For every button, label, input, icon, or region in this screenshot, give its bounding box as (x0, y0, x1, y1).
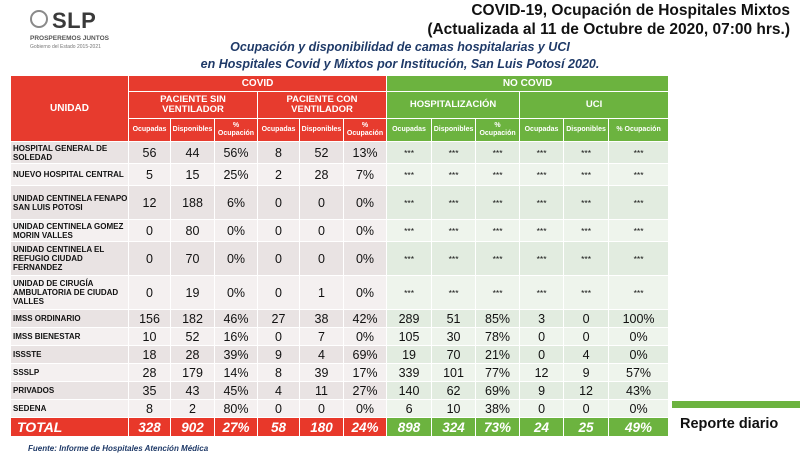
table-row (11, 220, 669, 242)
unit-name: UNIDAD CENTINELA EL REFUGIO CIUDAD FERNANDEZ (11, 242, 129, 276)
table-row (11, 382, 669, 400)
table-cell: 0% (344, 400, 387, 418)
table-cell: 39 (300, 364, 344, 382)
table-cell: 19 (171, 276, 215, 310)
table-cell: *** (520, 142, 564, 164)
table-cell: 10 (129, 328, 171, 346)
table-cell: 140 (387, 382, 432, 400)
table-cell: 56% (215, 142, 258, 164)
table-cell: 0% (215, 276, 258, 310)
table-cell: *** (520, 164, 564, 186)
table-cell: 42% (344, 310, 387, 328)
table-cell: 27 (258, 310, 300, 328)
table-cell: 19 (387, 346, 432, 364)
table-cell: 80% (215, 400, 258, 418)
total-cell: 180 (300, 418, 344, 437)
slp-logo (12, 8, 122, 54)
table-row (11, 346, 669, 364)
table-cell: *** (564, 276, 609, 310)
table-cell: 156 (129, 310, 171, 328)
table-cell: 27% (344, 382, 387, 400)
header-sin-ventilador: PACIENTE SIN VENTILADOR (129, 92, 258, 119)
reporte-diario-label: Reporte diario (680, 416, 779, 432)
col-pct-ocupacion: % Ocupación (215, 119, 258, 142)
table-cell: 0 (564, 400, 609, 418)
table-cell: *** (609, 186, 669, 220)
source-note: Fuente: Informe de Hospitales Atención Médica (28, 444, 209, 453)
table-cell: 6 (387, 400, 432, 418)
header-hospitalizacion: HOSPITALIZACIÓN (387, 92, 520, 119)
unit-name: IMSS ORDINARIO (11, 310, 129, 328)
table-cell: 0 (520, 400, 564, 418)
table-cell: 13% (344, 142, 387, 164)
col-disponibles: Disponibles (300, 119, 344, 142)
unit-name: HOSPITAL GENERAL DE SOLEDAD (11, 142, 129, 164)
table-cell: 4 (300, 346, 344, 364)
table-cell: 0 (300, 400, 344, 418)
table-cell: *** (387, 186, 432, 220)
table-row (11, 400, 669, 418)
table-cell: *** (564, 186, 609, 220)
table-cell: 0 (258, 186, 300, 220)
total-cell: 898 (387, 418, 432, 437)
table-cell: 62 (432, 382, 476, 400)
table-cell: 16% (215, 328, 258, 346)
table-cell: *** (476, 164, 520, 186)
table-cell: 8 (258, 364, 300, 382)
table-cell: *** (387, 164, 432, 186)
subtitle-line-1: Ocupación y disponibilidad de camas hospitalarias y UCI (230, 40, 570, 54)
table-cell: 57% (609, 364, 669, 382)
table-cell: 0% (215, 220, 258, 242)
unit-name: UNIDAD CENTINELA FENAPO SAN LUIS POTOSI (11, 186, 129, 220)
header-uci: UCI (520, 92, 669, 119)
table-cell: 289 (387, 310, 432, 328)
table-cell: 5 (129, 164, 171, 186)
table-cell: 14% (215, 364, 258, 382)
table-cell: 0% (609, 346, 669, 364)
table-cell: 46% (215, 310, 258, 328)
header-con-ventilador: PACIENTE CON VENTILADOR (258, 92, 387, 119)
total-cell: 328 (129, 418, 171, 437)
table-cell: 0% (609, 400, 669, 418)
total-cell: 58 (258, 418, 300, 437)
table-cell: *** (609, 242, 669, 276)
table-cell: 182 (171, 310, 215, 328)
col-disponibles: Disponibles (171, 119, 215, 142)
table-cell: *** (609, 142, 669, 164)
table-cell: *** (520, 220, 564, 242)
table-cell: 85% (476, 310, 520, 328)
table-cell: 56 (129, 142, 171, 164)
table-cell: 179 (171, 364, 215, 382)
table-cell: 69% (476, 382, 520, 400)
total-cell: 24% (344, 418, 387, 437)
table-cell: *** (432, 220, 476, 242)
table-cell: 0 (300, 242, 344, 276)
table-cell: 28 (129, 364, 171, 382)
header-unidad: UNIDAD (11, 76, 129, 142)
table-cell: 1 (300, 276, 344, 310)
col-disponibles: Disponibles (432, 119, 476, 142)
page-title-date: (Actualizada al 11 de Octubre de 2020, 07:00 hrs.) (427, 21, 790, 38)
table-cell: 0% (344, 186, 387, 220)
col-ocupadas: Ocupadas (258, 119, 300, 142)
table-cell: 0 (129, 242, 171, 276)
unit-name: UNIDAD CENTINELA GOMEZ MORIN VALLES (11, 220, 129, 242)
table-row (11, 142, 669, 164)
col-ocupadas: Ocupadas (520, 119, 564, 142)
col-pct-ocupacion: % Ocupación (609, 119, 669, 142)
table-cell: *** (564, 164, 609, 186)
table-cell: 100% (609, 310, 669, 328)
table-cell: 0 (520, 328, 564, 346)
table-cell: 17% (344, 364, 387, 382)
table-cell: 8 (129, 400, 171, 418)
table-cell: 9 (258, 346, 300, 364)
table-cell: 7% (344, 164, 387, 186)
table-cell: 0 (300, 186, 344, 220)
total-label: TOTAL (11, 418, 129, 437)
logo-slogan: PROSPEREMOS JUNTOS (30, 35, 109, 42)
table-cell: *** (432, 276, 476, 310)
col-ocupadas: Ocupadas (129, 119, 171, 142)
total-cell: 902 (171, 418, 215, 437)
table-cell: 12 (520, 364, 564, 382)
logo-emblem-icon (30, 10, 48, 28)
table-cell: *** (476, 242, 520, 276)
table-cell: 105 (387, 328, 432, 346)
table-cell: 21% (476, 346, 520, 364)
table-cell: 7 (300, 328, 344, 346)
table-row (11, 328, 669, 346)
table-row (11, 164, 669, 186)
table-cell: 45% (215, 382, 258, 400)
table-cell: 80 (171, 220, 215, 242)
table-cell: 0% (609, 328, 669, 346)
table-cell: 38 (300, 310, 344, 328)
table-cell: *** (476, 142, 520, 164)
table-cell: *** (387, 276, 432, 310)
table-cell: 10 (432, 400, 476, 418)
table-cell: 0 (129, 276, 171, 310)
unit-name: NUEVO HOSPITAL CENTRAL (11, 164, 129, 186)
table-cell: 28 (300, 164, 344, 186)
table-cell: 0% (344, 328, 387, 346)
table-cell: 4 (564, 346, 609, 364)
table-cell: *** (387, 220, 432, 242)
table-cell: 0 (564, 328, 609, 346)
table-cell: 6% (215, 186, 258, 220)
table-row (11, 186, 669, 220)
table-cell: 12 (129, 186, 171, 220)
table-cell: *** (520, 276, 564, 310)
table-cell: 2 (171, 400, 215, 418)
table-cell: *** (476, 276, 520, 310)
accent-bar (672, 401, 800, 408)
table-cell: 70 (171, 242, 215, 276)
table-cell: *** (609, 220, 669, 242)
table-cell: 4 (258, 382, 300, 400)
table-cell: *** (564, 142, 609, 164)
total-row (11, 418, 669, 437)
subtitle-line-2: en Hospitales Covid y Mixtos por Institución, San Luis Potosí 2020. (200, 57, 600, 71)
table-cell: *** (476, 220, 520, 242)
table-cell: 51 (432, 310, 476, 328)
unit-name: UNIDAD DE CIRUGÍA AMBULATORIA DE CIUDAD VALLES (11, 276, 129, 310)
table-cell: 0 (129, 220, 171, 242)
table-cell: *** (387, 242, 432, 276)
table-cell: *** (387, 142, 432, 164)
table-cell: *** (432, 186, 476, 220)
table-cell: 188 (171, 186, 215, 220)
unit-name: SEDENA (11, 400, 129, 418)
table-cell: 339 (387, 364, 432, 382)
table-cell: 2 (258, 164, 300, 186)
table-cell: 0% (215, 242, 258, 276)
table-cell: *** (432, 142, 476, 164)
table-cell: 0 (564, 310, 609, 328)
table-cell: 0 (258, 328, 300, 346)
table-cell: 18 (129, 346, 171, 364)
table-cell: 78% (476, 328, 520, 346)
header-no-covid: NO COVID (387, 76, 669, 92)
table-cell: 0% (344, 242, 387, 276)
table-cell: *** (520, 242, 564, 276)
total-cell: 27% (215, 418, 258, 437)
table-cell: 0 (258, 400, 300, 418)
table-cell: 3 (520, 310, 564, 328)
table-cell: 0 (520, 346, 564, 364)
table-cell: 101 (432, 364, 476, 382)
table-cell: 0% (344, 276, 387, 310)
table-cell: *** (432, 242, 476, 276)
table-cell: 0 (300, 220, 344, 242)
header-covid: COVID (129, 76, 387, 92)
table-cell: *** (609, 164, 669, 186)
table-row (11, 364, 669, 382)
table-cell: 9 (520, 382, 564, 400)
logo-subtext: Gobierno del Estado 2015-2021 (30, 44, 101, 50)
col-pct-ocupacion: % Ocupación (344, 119, 387, 142)
unit-name: ISSSTE (11, 346, 129, 364)
total-cell: 24 (520, 418, 564, 437)
table-cell: 43 (171, 382, 215, 400)
table-cell: 70 (432, 346, 476, 364)
col-disponibles: Disponibles (564, 119, 609, 142)
table-cell: 52 (171, 328, 215, 346)
table-cell: *** (564, 242, 609, 276)
table-row (11, 276, 669, 310)
table-cell: 9 (564, 364, 609, 382)
table-cell: 38% (476, 400, 520, 418)
table-cell: 15 (171, 164, 215, 186)
total-cell: 25 (564, 418, 609, 437)
table-cell: 39% (215, 346, 258, 364)
table-cell: 69% (344, 346, 387, 364)
table-cell: 43% (609, 382, 669, 400)
table-cell: 0 (258, 276, 300, 310)
unit-name: IMSS BIENESTAR (11, 328, 129, 346)
total-cell: 73% (476, 418, 520, 437)
table-cell: *** (564, 220, 609, 242)
table-cell: *** (520, 186, 564, 220)
table-row (11, 242, 669, 276)
table-cell: 0 (258, 220, 300, 242)
logo-name: SLP (52, 8, 97, 33)
table-cell: *** (476, 186, 520, 220)
table-cell: 77% (476, 364, 520, 382)
table-cell: 35 (129, 382, 171, 400)
table-row (11, 310, 669, 328)
table-cell: *** (609, 276, 669, 310)
page-title: COVID-19, Ocupación de Hospitales Mixtos (471, 2, 790, 19)
unit-name: PRIVADOS (11, 382, 129, 400)
table-cell: 8 (258, 142, 300, 164)
table-cell: 52 (300, 142, 344, 164)
table-cell: 0 (258, 242, 300, 276)
table-body (11, 142, 669, 437)
total-cell: 324 (432, 418, 476, 437)
table-cell: 12 (564, 382, 609, 400)
table-cell: 28 (171, 346, 215, 364)
table-cell: *** (432, 164, 476, 186)
table-cell: 44 (171, 142, 215, 164)
table-cell: 0% (344, 220, 387, 242)
table-cell: 25% (215, 164, 258, 186)
unit-name: SSSLP (11, 364, 129, 382)
col-pct-ocupacion: % Ocupación (476, 119, 520, 142)
total-cell: 49% (609, 418, 669, 437)
col-ocupadas: Ocupadas (387, 119, 432, 142)
table-cell: 11 (300, 382, 344, 400)
table-cell: 30 (432, 328, 476, 346)
occupancy-table (10, 75, 669, 437)
